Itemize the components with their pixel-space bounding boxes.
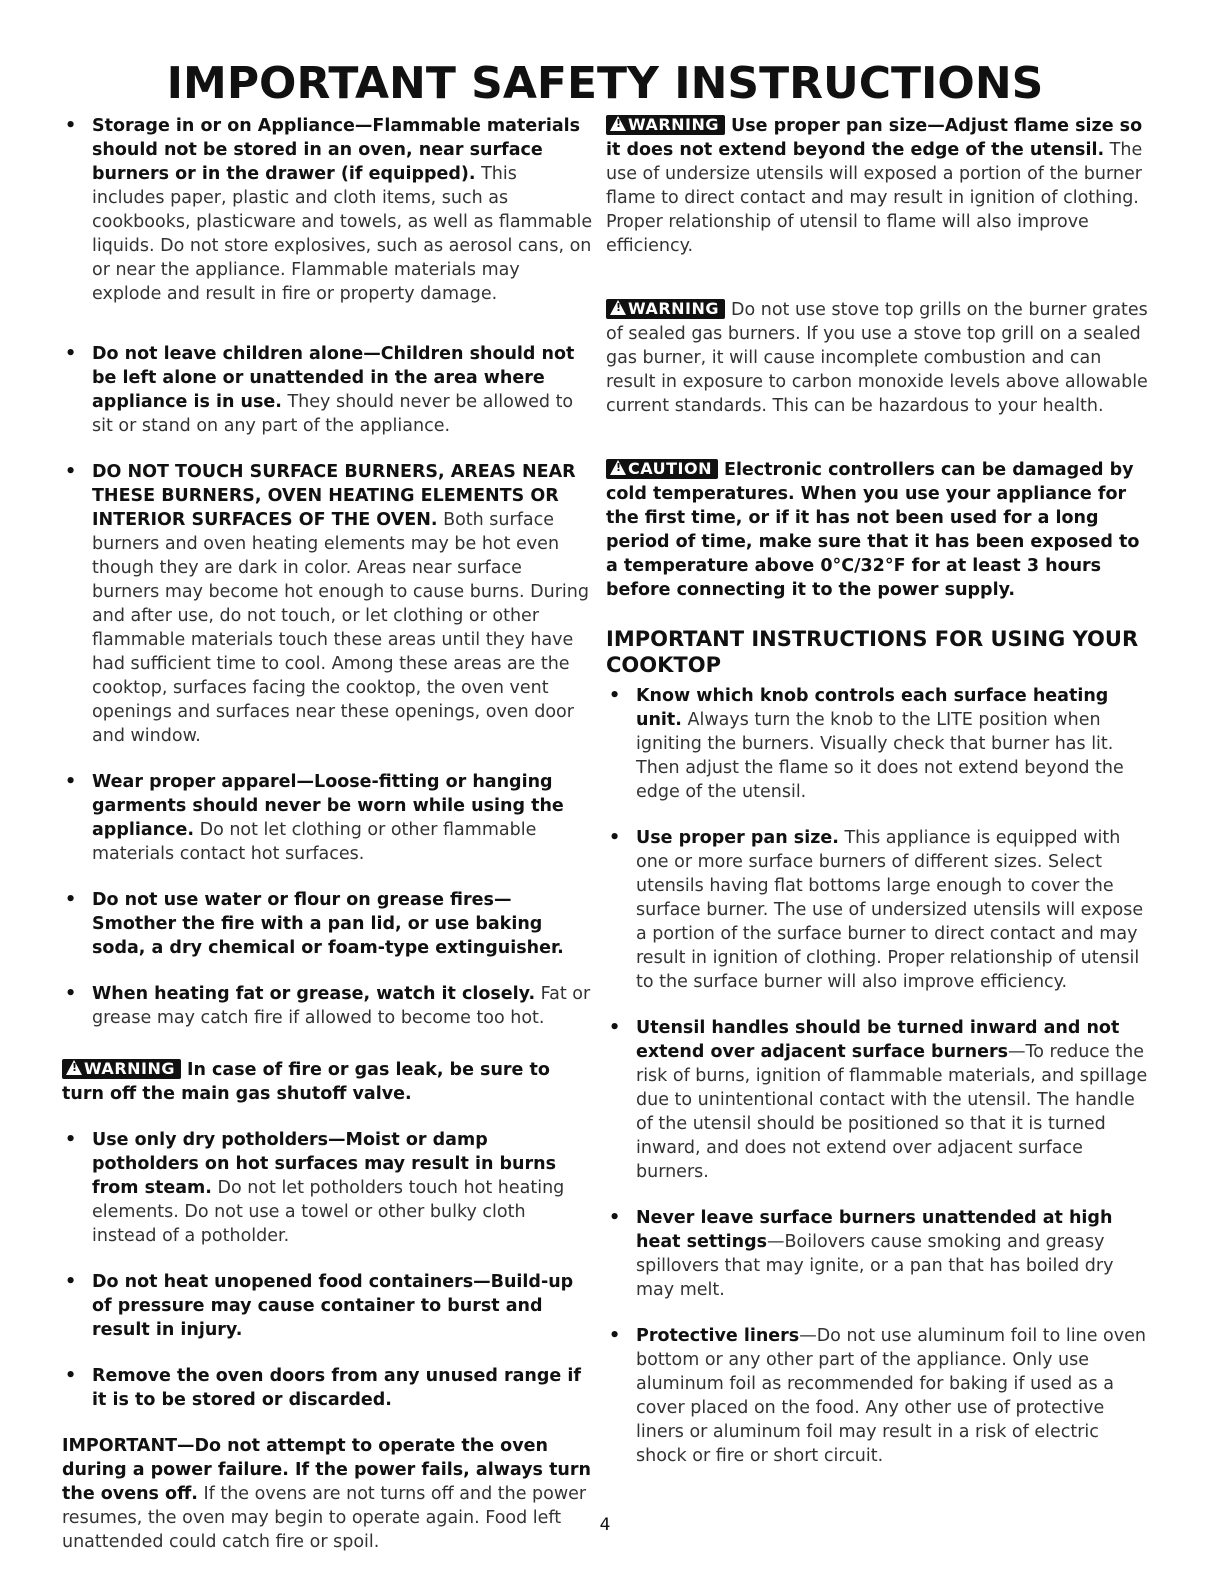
badge-label: WARNING — [628, 115, 719, 134]
warning-block — [606, 114, 1148, 258]
list-item — [62, 1364, 594, 1412]
warning-triangle-icon — [610, 300, 626, 315]
item-bold: Use only dry potholders—Moist or damp potholders on hot surfaces may result in burns from steam. — [92, 1130, 556, 1198]
bullet: • — [65, 462, 77, 482]
page-title: IMPORTANT SAFETY INSTRUCTIONS — [166, 58, 1044, 109]
bullet: • — [65, 890, 77, 910]
item-text: —Boilovers cause smoking and greasy spillovers that may ignite, or a pan that has boiled dry may melt. — [636, 1232, 1114, 1300]
bullet: • — [65, 984, 77, 1004]
bullet: • — [65, 1272, 77, 1292]
warning-triangle-icon — [610, 116, 626, 131]
caution-triangle-icon — [610, 460, 626, 475]
list-item — [606, 1016, 1148, 1184]
warning-bold: Use proper pan size—Adjust flame size so it does not extend beyond the edge of the utensil. — [606, 116, 1143, 160]
badge-label: CAUTION — [628, 459, 712, 478]
list-item — [62, 1128, 594, 1248]
item-bold: Remove the oven doors from any unused range if it is to be stored or discarded. — [92, 1366, 581, 1410]
bullet: • — [65, 1130, 77, 1150]
page-number: 4 — [599, 1515, 611, 1535]
item-text: This appliance is equipped with one or more surface burners of different sizes. Select utensils having flat bottoms large enough to cover the surface burner. The use of undersized utensils will expose a portion of the surface burner to direct contact and may result in ignition of clothing. Proper relationship of utensil to the surface burner will also improve efficiency. — [636, 828, 1144, 992]
fire-warning — [62, 1058, 594, 1106]
bullet: • — [65, 772, 77, 792]
left-column — [62, 114, 594, 1576]
item-bold: Utensil handles should be turned inward and not extend over adjacent surface burners — [636, 1018, 1120, 1062]
caution-block — [606, 458, 1148, 602]
item-bold: Do not use water or flour on grease fires—Smother the fire with a pan lid, or use baking soda, a dry chemical or foam-type extinguisher. — [92, 890, 564, 958]
warning-triangle-icon — [66, 1060, 82, 1075]
item-text: Do not let clothing or other flammable materials contact hot surfaces. — [92, 820, 537, 864]
item-text: Always turn the knob to the LITE position when igniting the burners. Visually check that burner has lit. Then adjust the flame so it does not extend beyond the edge of the utensil. — [636, 710, 1124, 802]
bullet: • — [609, 1326, 621, 1346]
list-item — [62, 982, 594, 1030]
item-text: Fat or grease may catch fire if allowed to become too hot. — [92, 984, 591, 1028]
list-item — [62, 460, 594, 748]
list-item — [62, 888, 594, 960]
right-column — [606, 114, 1148, 1490]
list-item — [62, 342, 594, 438]
bullet: • — [609, 1018, 621, 1038]
item-text: Do not let potholders touch hot heating elements. Do not use a towel or other bulky cloth instead of a potholder. — [92, 1178, 565, 1246]
list-item — [62, 114, 594, 306]
warning-bold: In case of fire or gas leak, be sure to turn off the main gas shutoff valve. — [62, 1060, 550, 1104]
warning-text: The use of undersize utensils will exposed a portion of the burner flame to direct contact and may result in ignition of clothing. Proper relationship of utensil to flame will also improve efficiency. — [606, 140, 1143, 256]
notice-bold: IMPORTANT—Do not attempt to operate the oven during a power failure. If the power fails, always turn the ovens off. — [62, 1436, 591, 1504]
item-bold: Use proper pan size. — [636, 828, 839, 848]
list-item — [606, 684, 1148, 804]
caution-badge — [606, 459, 718, 479]
bullet: • — [609, 686, 621, 706]
notice-text: If the ovens are not turns off and the power resumes, the oven may begin to operate again. Food left unattended could catch fire or spoil. — [62, 1484, 587, 1552]
caution-bold: Electronic controllers can be damaged by cold temperatures. When you use your appliance for the first time, or if it has not been used for a long period of time, make sure that it has been exposed to a temperature above 0°C/32°F for at least 3 hours before connecting it to the power supply. — [606, 460, 1140, 600]
item-bold: Do not leave children alone—Children should not be left alone or unattended in the area where appliance is in use. — [92, 344, 575, 412]
item-bold: Storage in or on Appliance—Flammable materials should not be stored in an oven, near surface burners or in the drawer (if equipped). — [92, 116, 581, 184]
item-bold: When heating fat or grease, watch it closely. — [92, 984, 536, 1004]
warning-badge — [606, 299, 725, 319]
bullet: • — [65, 1366, 77, 1386]
item-bold: Protective liners — [636, 1326, 800, 1346]
badge-label: WARNING — [84, 1059, 175, 1078]
list-item — [606, 1324, 1148, 1468]
warning-badge — [62, 1059, 181, 1079]
warning-block — [606, 298, 1148, 418]
bullet: • — [65, 116, 77, 136]
cooktop-heading: IMPORTANT INSTRUCTIONS FOR USING YOUR COOKTOP — [606, 627, 1139, 677]
badge-label: WARNING — [628, 299, 719, 318]
bullet: • — [609, 828, 621, 848]
item-text: They should never be allowed to sit or stand on any part of the appliance. — [92, 392, 574, 436]
bullet: • — [65, 344, 77, 364]
list-item — [606, 826, 1148, 994]
warning-badge — [606, 115, 725, 135]
item-text: —Do not use aluminum foil to line oven bottom or any other part of the appliance. Only use aluminum foil as recommended for baking if used as a cover placed on the food. Any other use of protective liners or aluminum foil may result in a risk of electric shock or fire or short circuit. — [636, 1326, 1146, 1466]
item-bold: DO NOT TOUCH SURFACE BURNERS, AREAS NEAR THESE BURNERS, OVEN HEATING ELEMENTS OR INTERIOR SURFACES OF THE OVEN. — [92, 462, 576, 530]
list-item — [62, 770, 594, 866]
item-bold: Never leave surface burners unattended at high heat settings — [636, 1208, 1113, 1252]
list-item — [606, 1206, 1148, 1302]
bullet: • — [609, 1208, 621, 1228]
item-bold: Know which knob controls each surface heating unit. — [636, 686, 1109, 730]
warning-text: Do not use stove top grills on the burner grates of sealed gas burners. If you use a stove top grill on a sealed gas burner, it will cause incomplete combustion and can result in exposure to carbon monoxide levels above allowable current standards. This can be hazardous to your health. — [606, 300, 1148, 416]
item-bold: Wear proper apparel—Loose-fitting or hanging garments should never be worn while using the appliance. — [92, 772, 564, 840]
power-failure-notice — [62, 1434, 594, 1554]
item-text: —To reduce the risk of burns, ignition of flammable materials, and spillage due to unintentional contact with the utensil. The handle of the utensil should be positioned so that it is turned inward, and does not extend over adjacent surface burners. — [636, 1042, 1148, 1182]
item-bold: Do not heat unopened food containers—Build-up of pressure may cause container to burst and result in injury. — [92, 1272, 574, 1340]
list-item — [62, 1270, 594, 1342]
item-text: Both surface burners and oven heating elements may be hot even though they are dark in color. Areas near surface burners may become hot enough to cause burns. During and after use, do not touch, or let clothing or other flammable materials touch these areas until they have had sufficient time to cool. Among these areas are the cooktop, surfaces facing the cooktop, the oven vent openings and surfaces near these openings, oven door and window. — [92, 510, 589, 746]
item-text: This includes paper, plastic and cloth items, such as cookbooks, plasticware and towels, as well as flammable liquids. Do not store explosives, such as aerosol cans, on or near the appliance. Flammable materials may explode and result in fire or property damage. — [92, 164, 593, 304]
